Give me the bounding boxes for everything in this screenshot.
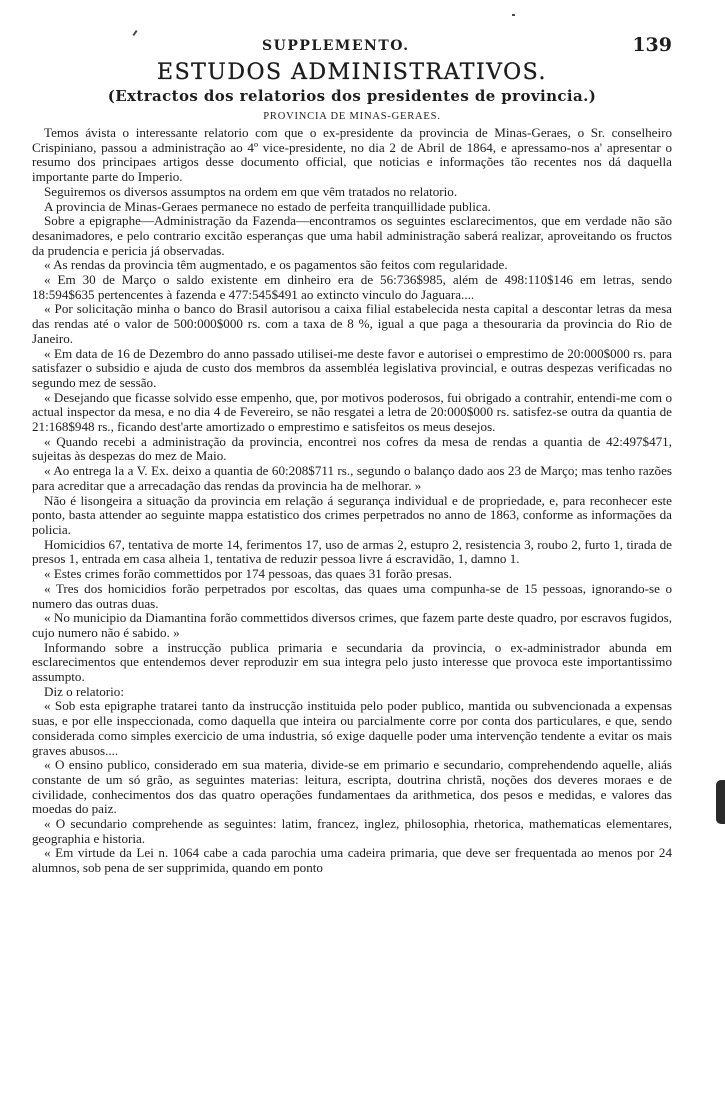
binding-edge-mark bbox=[716, 780, 725, 824]
paragraph: Diz o relatorio: bbox=[44, 683, 124, 699]
paragraph: Não é lisongeira a situação da provincia em relação á segurança individual e de propriedade, e, para reconhecer este ponto, basta attender ao seguinte mappa estatistico dos crimes perpetrados no anno de 1863, conforme as informações da policia. bbox=[32, 492, 672, 537]
paragraph: « Sob esta epigraphe tratarei tanto da instrucção instituida pelo poder publico, mantida ou subvencionada a expensas suas, e por elle inspeccionada, como daquella que inteira ou parcialmente corre por conta dos particulares, e que, sendo considerada como simples exercicio de uma industria, só exige daquelle poder uma intervenção tendente a evitar os mais graves abusos.... bbox=[32, 698, 672, 758]
paragraph: « Quando recebi a administração da provincia, encontrei nos cofres da mesa de rendas a quantia de 42:497$471, sujeitas às despezas do mez de Maio. bbox=[32, 433, 672, 464]
paragraph: Sobre a epigraphe—Administração da Fazenda—encontramos os seguintes esclarecimentos, que em verdade não são desanimadores, e pelo contrario excitão esperanças que uma habil administração saberá realizar, aproveitando os fructos da prudencia e pericia já observadas. bbox=[32, 213, 672, 258]
paragraph: « Estes crimes forão commettidos por 174 pessoas, das quaes 31 forão presas. bbox=[44, 566, 452, 582]
paragraph: Homicidios 67, tentativa de morte 14, ferimentos 17, uso de armas 2, estupro 2, resistencia 3, roubo 2, furto 1, tirada de presos 1, entrada em casa alheia 1, tentativa de reduzir pessoa livre á escravidão, 1, damno 1. bbox=[32, 536, 672, 567]
paragraph: « O secundario comprehende as seguintes: latim, francez, inglez, philosophia, rhetorica, mathematicas elementares, geographia e historia. bbox=[32, 816, 672, 846]
running-head bbox=[32, 30, 672, 58]
section-heading: PROVINCIA DE MINAS-GERAES. bbox=[263, 111, 441, 122]
article-subtitle: (Extractos dos relatorios dos presidentes de provincia.) bbox=[107, 87, 597, 105]
paragraph: « As rendas da provincia têm augmentado, e os pagamentos são feitos com regularidade. bbox=[44, 257, 508, 273]
paragraph: « Ao entrega la a V. Ex. deixo a quantia de 60:208$711 rs., segundo o balanço dado aos 23 de Março; mas tenho razões para acreditar que a arrecadação das rendas da provincia ha de melhorar. » bbox=[32, 463, 672, 493]
page-number: 139 bbox=[632, 34, 672, 56]
running-title: SUPPLEMENTO. bbox=[262, 38, 410, 54]
paragraph: A provincia de Minas-Geraes permanece no estado de perfeita tranquillidade publica. bbox=[44, 198, 491, 214]
paragraph: Seguiremos os diversos assumptos na ordem em que vêm tratados no relatorio. bbox=[44, 183, 458, 199]
paragraph: « Por solicitação minha o banco do Brasil autorisou a caixa filial estabelecida nesta capital a descontar letras da mesa das rendas até o valor de 500:000$000 rs. com a taxa de 8 %, igual a que paga a thesouraria da provincia do Rio de Janeiro. bbox=[32, 301, 672, 346]
article-title: ESTUDOS ADMINISTRATIVOS. bbox=[157, 60, 547, 85]
paragraph: « Tres dos homicidios forão perpetrados por escoltas, das quaes uma compunha-se de 15 pessoas, ignorando-se o numero das outras duas. bbox=[32, 580, 672, 611]
paragraph: « Desejando que ficasse solvido esse empenho, que, por motivos poderosos, fui obrigado a contrahir, entendi-me com o actual inspector da mesa, e no dia 4 de Fevereiro, se não resgatei a letra de 20:000$000 rs. satisfez-se outra da quantia de 21:168$948 rs., ficando dest'arte amortizado o emprestimo e satisfeitos os meus desejos. bbox=[32, 389, 672, 435]
paragraph: « Em data de 16 de Dezembro do anno passado utilisei-me deste favor e autorisei o emprestimo de 20:000$000 rs. para satisfazer o subsidio e ajuda de custo dos membros da assembléa legislativa provincial, e outras despezas verificadas no segundo mez de sessão. bbox=[32, 345, 672, 390]
newspaper-page bbox=[32, 30, 672, 876]
paragraph-intro: Temos ávista o interessante relatorio com que o ex-presidente da provincia de Minas-Geraes, o Sr. conselheiro Crispiniano, passou a administração ao 4º vice-presidente, no dia 2 de Abril de 1864, e apressamo-nos a' apresentar o resumo dos principaes artigos desse documento official, que noticias e informações tão recentes nos dá daquella importante parte do Imperio. bbox=[32, 125, 672, 185]
paragraph: Informando sobre a instrucção publica primaria e secundaria da provincia, o ex-administrador abunda em esclarecimentos que entendemos dever reproduzir em sua integra pelo justo interesse que provoca este importantissimo assumpto. bbox=[32, 639, 672, 685]
paragraph: « O ensino publico, considerado em sua materia, divide-se em primario e secundario, comprehendendo aquelle, aliás constante de um só grão, as seguintes materias: leitura, escripta, doutrina christã, noções dos deveres moraes e de civilidade, conhecimentos dos das quatro operações fundamentaes da arithmetica, dos pesos e medidas, e valores das moedas do paiz. bbox=[32, 757, 672, 817]
paragraph: « No municipio da Diamantina forão commettidos diversos crimes, que fazem parte deste quadro, por escravos fugidos, cujo numero não é sabido. » bbox=[32, 610, 672, 640]
paragraph: « Em 30 de Março o saldo existente em dinheiro era de 56:736$985, além de 498:110$146 em letras, sendo 18:594$635 pertencentes à fazenda e 477:545$491 ao extincto vinculo do Jaguara.... bbox=[32, 272, 672, 302]
paragraph-last: « Em virtude da Lei n. 1064 cabe a cada parochia uma cadeira primaria, que deve ser frequentada ao menos por 24 alumnos, sob pena de ser supprimida, quando em ponto bbox=[32, 845, 672, 876]
article-body bbox=[32, 126, 672, 876]
print-speck bbox=[512, 14, 515, 16]
